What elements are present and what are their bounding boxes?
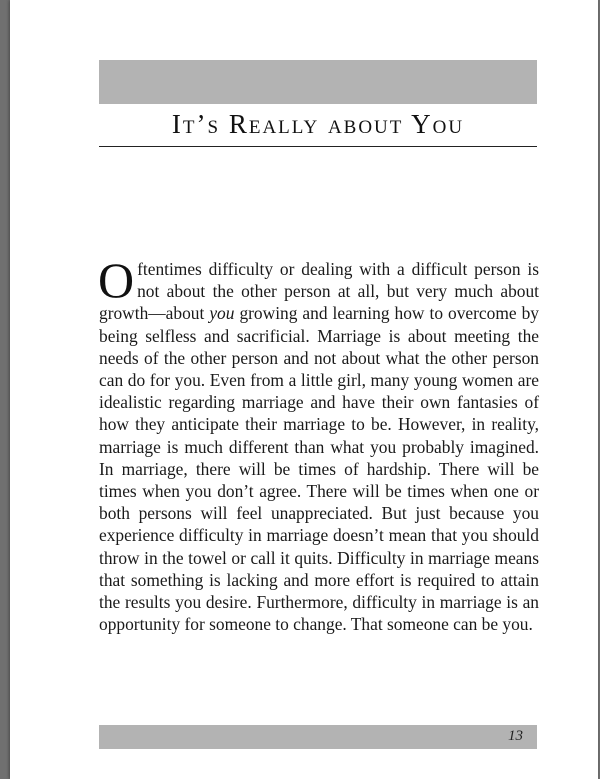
footer-band <box>99 725 537 749</box>
header-band <box>99 60 537 104</box>
page-number: 13 <box>508 728 523 744</box>
emphasized-word: you <box>209 303 235 324</box>
book-page <box>10 0 598 779</box>
body-text-part-1: ftentimes difficulty or dealing with a difficult person is not about the other person at all, but very much about growth—about <box>99 259 539 324</box>
body-paragraph <box>98 252 539 635</box>
drop-cap: O <box>98 252 135 308</box>
body-text-part-2: growing and learning how to overcome by being selfless and sacrificial. Marriage is about meeting the needs of the other person and not about what the other person can do for you. Even from a little girl, many young women are idealistic regarding marriage and have their own fantasies of how they anticipate their marriage to be. However, in reality, marriage is much different than what you probably imagined. In marriage, there will be times of hardship. There will be times when you don’t agree. There will be times when one or both persons will feel unappreciated. But just because you experience difficulty in marriage doesn’t mean that you should throw in the towel or call it quits. Difficulty in marriage means that something is lacking and more effort is required to attain the results you desire. Furthermore, difficulty in marriage is an opportunity for someone to change. That someone can be you. <box>99 303 539 635</box>
title-rule <box>99 146 537 147</box>
chapter-title: It’s Really about You <box>171 109 465 139</box>
